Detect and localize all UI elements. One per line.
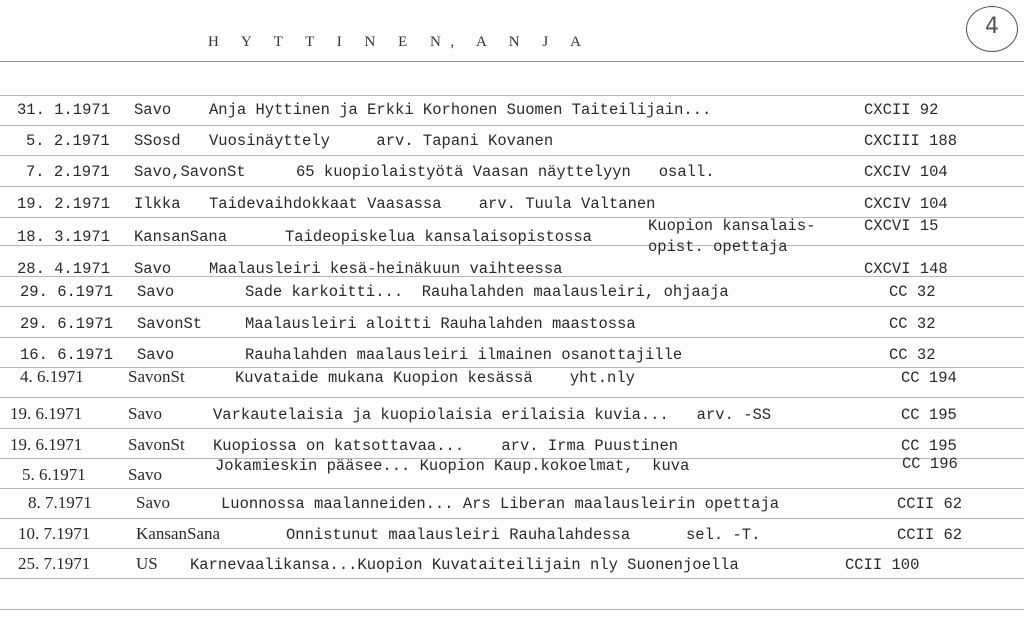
entry-ref: CXCII 92 — [864, 101, 939, 119]
entry-text: Karnevaalikansa...Kuopion Kuvataiteilijain nly Suonenjoella — [190, 556, 739, 574]
entry-text: Rauhalahden maalausleiri ilmainen osanottajille — [245, 346, 683, 364]
rule-line — [0, 306, 1024, 307]
entry-source: SavonSt — [128, 435, 185, 454]
entry-date: 29. 6.1971 — [20, 315, 114, 333]
entry-source: Savo — [136, 493, 170, 512]
entry-date: 25. 7.1971 — [18, 554, 91, 573]
rule-line — [0, 337, 1024, 338]
entry-date: 19. 2.1971 — [17, 195, 111, 213]
entry-source: Savo — [128, 404, 162, 423]
rule-line — [0, 578, 1024, 579]
entry-text: 65 kuopiolaistyötä Vaasan näyttelyyn osall. — [296, 163, 715, 181]
entry-ref: CXCIII 188 — [864, 132, 958, 150]
entry-ref: CC 196 — [902, 455, 958, 473]
entry-source: SavonSt — [137, 315, 203, 333]
entry-source: KansanSana — [136, 524, 221, 543]
rule-line — [0, 428, 1024, 429]
entry-text: Luonnossa maalanneiden... Ars Liberan maalausleirin opettaja — [221, 495, 780, 513]
entry-note: Kuopion kansalais- — [648, 217, 816, 235]
entry-source: Savo,SavonSt — [134, 163, 246, 181]
entry-date: 8. 7.1971 — [28, 493, 92, 512]
entry-ref: CCII 62 — [897, 495, 963, 513]
entry-ref: CCII 100 — [845, 556, 920, 574]
entry-ref: CC 32 — [889, 346, 936, 364]
entry-ref: CC 32 — [889, 283, 936, 301]
rule-line — [0, 186, 1024, 187]
entry-source: Savo — [137, 346, 175, 364]
entry-date: 5. 2.1971 — [26, 132, 110, 150]
entry-text: Taidevaihdokkaat Vaasassa arv. Tuula Valtanen — [209, 195, 656, 213]
entry-date: 10. 7.1971 — [18, 524, 91, 543]
entry-source: US — [136, 554, 158, 573]
entry-ref: CXCIV 104 — [864, 163, 948, 181]
entry-ref: CCII 62 — [897, 526, 963, 544]
rule-line — [0, 155, 1024, 156]
entry-text: Sade karkoitti... Rauhalahden maalausleiri, ohjaaja — [245, 283, 729, 301]
entry-ref: CC 195 — [901, 437, 957, 455]
entry-text: Vuosinäyttely arv. Tapani Kovanen — [209, 132, 554, 150]
entry-source: SSosd — [134, 132, 181, 150]
rule-line — [0, 95, 1024, 96]
entry-note: opist. opettaja — [648, 238, 788, 256]
entry-ref: CXCVI 15 — [864, 217, 939, 235]
entry-ref: CXCVI 148 — [864, 260, 948, 278]
entry-date: 18. 3.1971 — [17, 228, 111, 246]
entry-ref: CXCIV 104 — [864, 195, 948, 213]
entry-date: 31. 1.1971 — [17, 101, 111, 119]
entry-source: SavonSt — [128, 367, 185, 386]
entry-source: Savo — [134, 260, 172, 278]
entry-ref: CC 32 — [889, 315, 936, 333]
entry-date: 29. 6.1971 — [20, 283, 114, 301]
entry-date: 19. 6.1971 — [10, 404, 83, 423]
entry-date: 4. 6.1971 — [20, 367, 84, 386]
entry-ref: CC 195 — [901, 406, 957, 424]
entry-date: 28. 4.1971 — [17, 260, 111, 278]
entry-text: Maalausleiri aloitti Rauhalahden maastossa — [245, 315, 636, 333]
entry-date: 19. 6.1971 — [10, 435, 83, 454]
rule-line — [0, 518, 1024, 519]
entry-source: Savo — [137, 283, 175, 301]
entry-date: 16. 6.1971 — [20, 346, 114, 364]
rule-line — [0, 397, 1024, 398]
page-number-mark: 4 — [966, 6, 1018, 52]
title: H Y T T I N E N, A N J A — [208, 34, 591, 50]
entry-source: Ilkka — [134, 195, 181, 213]
entry-text: Jokamieskin pääsee... Kuopion Kaup.kokoelmat, kuva — [215, 457, 690, 475]
entry-source: Savo — [134, 101, 172, 119]
entry-text: Anja Hyttinen ja Erkki Korhonen Suomen Taiteilijain... — [209, 101, 712, 119]
rule-line — [0, 488, 1024, 489]
entry-text: Varkautelaisia ja kuopiolaisia erilaisia kuvia... arv. -SS — [213, 406, 772, 424]
entry-date: 7. 2.1971 — [26, 163, 110, 181]
rule-line — [0, 125, 1024, 126]
entry-text: Kuvataide mukana Kuopion kesässä yht.nly — [235, 369, 635, 387]
entry-ref: CC 194 — [901, 369, 957, 387]
rule-line — [0, 609, 1024, 610]
entry-text: Maalausleiri kesä-heinäkuun vaihteessa — [209, 260, 563, 278]
entry-source: Savo — [128, 465, 162, 484]
entry-text: Taideopiskelua kansalaisopistossa — [285, 228, 592, 246]
entry-text: Onnistunut maalausleiri Rauhalahdessa sel. -T. — [286, 526, 761, 544]
rule-line — [0, 61, 1024, 62]
entry-text: Kuopiossa on katsottavaa... arv. Irma Puustinen — [213, 437, 679, 455]
rule-line — [0, 548, 1024, 549]
entry-date: 5. 6.1971 — [22, 465, 86, 484]
entry-source: KansanSana — [134, 228, 228, 246]
